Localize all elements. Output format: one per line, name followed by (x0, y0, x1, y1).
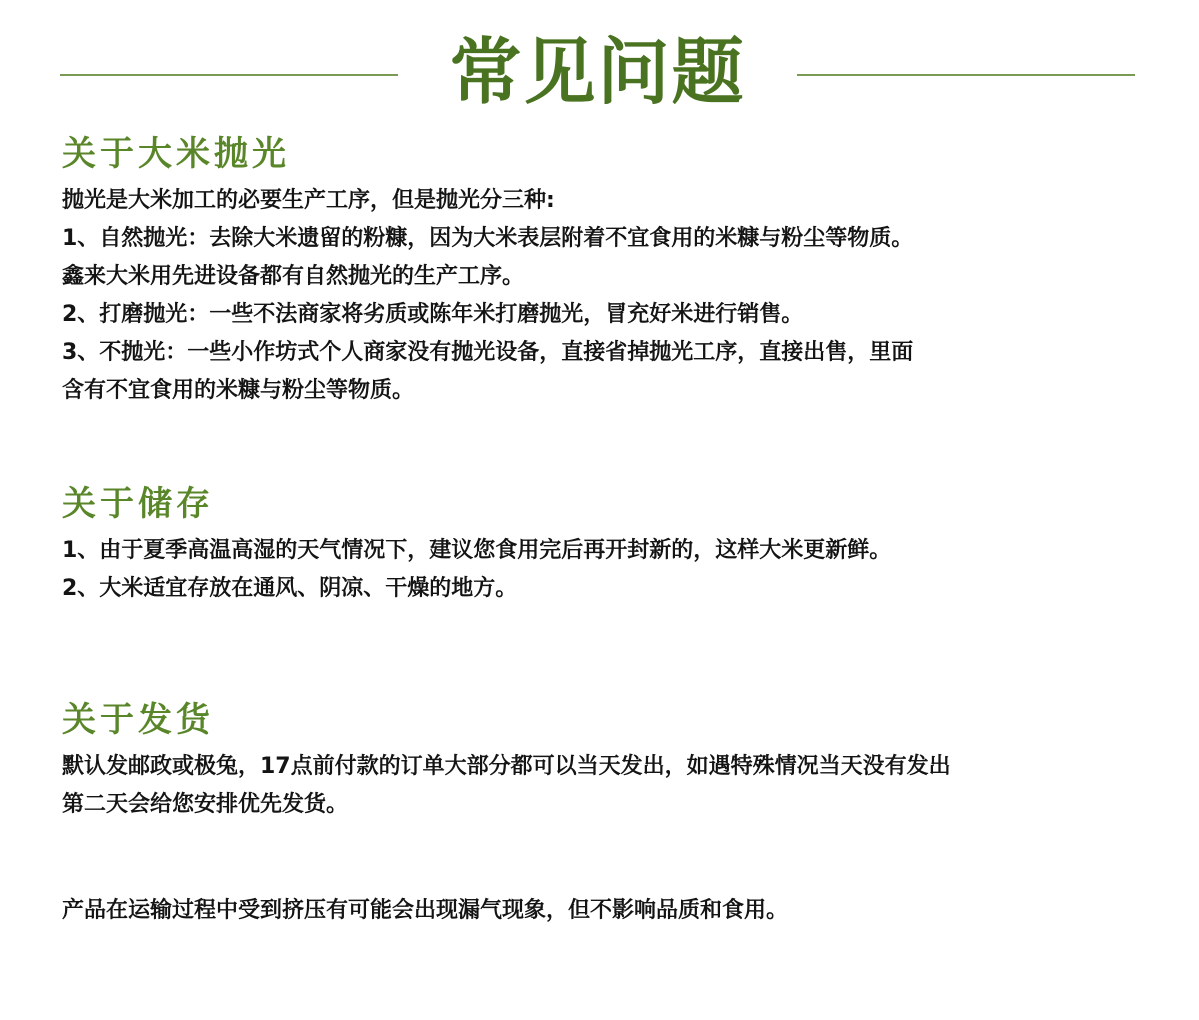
paragraph-line: 1、由于夏季高温高湿的天气情况下，建议您食用完后再开封新的，这样大米更新鲜。 (62, 538, 892, 563)
header-divider-right (797, 74, 1135, 76)
paragraph-line: 含有不宜食用的米糠与粉尘等物质。 (62, 378, 415, 403)
paragraph-line: 1、自然抛光：去除大米遗留的粉糠，因为大米表层附着不宜食用的米糠与粉尘等物质。 (62, 226, 914, 251)
section-rice-polishing (62, 130, 1162, 410)
paragraph-line: 2、大米适宜存放在通风、阴凉、干燥的地方。 (62, 576, 518, 601)
paragraph-line: 抛光是大米加工的必要生产工序，但是抛光分三种: (62, 188, 555, 213)
page-header (0, 22, 1199, 132)
paragraph-line: 鑫来大米用先进设备都有自然抛光的生产工序。 (62, 264, 525, 289)
paragraph-line: 2、打磨抛光：一些不法商家将劣质或陈年米打磨抛光，冒充好米进行销售。 (62, 302, 804, 327)
paragraph-line: 默认发邮政或极兔，17点前付款的订单大部分都可以当天发出，如遇特殊情况当天没有发出 (62, 754, 951, 779)
section-shipping (62, 696, 1162, 824)
section-title: 关于发货 (62, 700, 214, 740)
section-title: 关于储存 (62, 484, 214, 524)
paragraph-line: 3、不抛光：一些小作坊式个人商家没有抛光设备，直接省掉抛光工序，直接出售，里面 (62, 340, 914, 365)
section-storage (62, 480, 1162, 608)
header-divider-left (60, 74, 398, 76)
section-title: 关于大米抛光 (62, 134, 290, 174)
shipping-notice (62, 892, 1162, 930)
page-title: 常见问题 (449, 29, 746, 114)
paragraph-line: 第二天会给您安排优先发货。 (62, 792, 349, 817)
notice-text: 产品在运输过程中受到挤压有可能会出现漏气现象，但不影响品质和食用。 (62, 898, 789, 923)
